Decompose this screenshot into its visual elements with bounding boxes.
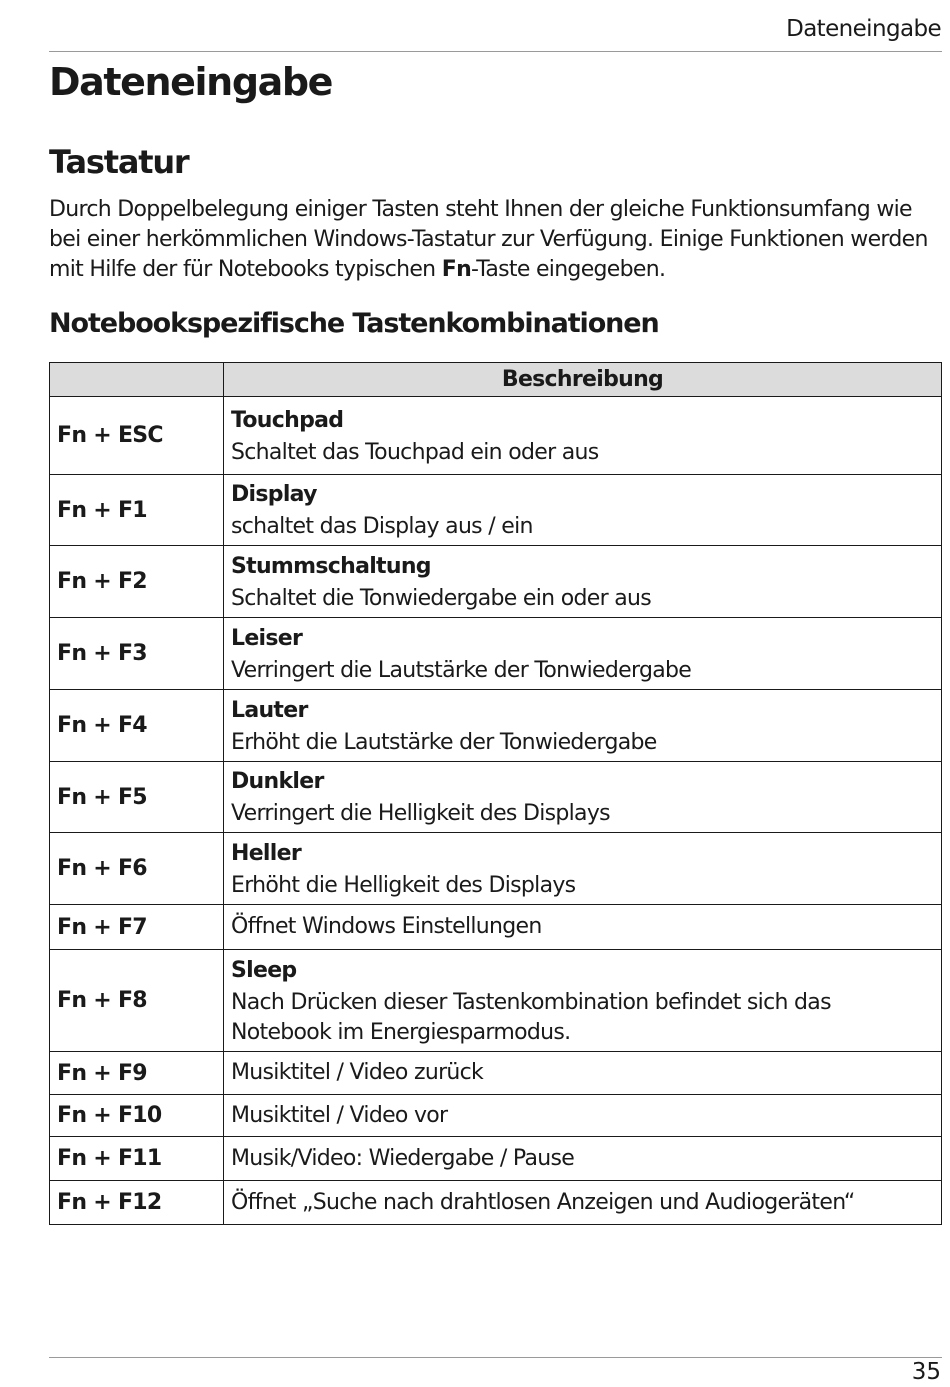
table-row [50, 475, 942, 546]
table-row [50, 618, 942, 690]
key-combination: Fn + F5 [50, 762, 224, 833]
key-combination-table [49, 362, 942, 1225]
table-row [50, 833, 942, 905]
description-title: Heller [231, 840, 301, 866]
table-row [50, 762, 942, 833]
key-combination: Fn + F1 [50, 475, 224, 546]
table-body [50, 397, 942, 1225]
table-row [50, 1095, 942, 1137]
description-title: Leiser [231, 625, 303, 651]
key-combination: Fn + F4 [50, 690, 224, 762]
key-combination: Fn + F10 [50, 1095, 224, 1137]
key-description [224, 1095, 942, 1137]
description-text: Verringert die Lautstärke der Tonwiedergabe [231, 657, 692, 683]
description-title: Display [231, 482, 317, 507]
key-description [224, 1137, 942, 1181]
key-description [224, 950, 942, 1052]
page-number: 35 [911, 1359, 941, 1385]
table-header-row [50, 363, 942, 397]
key-description [224, 618, 942, 690]
key-combination: Fn + F6 [50, 833, 224, 905]
key-combination: Fn + F11 [50, 1137, 224, 1181]
description-title: Stummschaltung [231, 553, 431, 579]
key-combination: Fn + F8 [50, 950, 224, 1052]
key-description [224, 762, 942, 833]
running-header: Dateneingabe [786, 16, 941, 42]
key-description [224, 833, 942, 905]
key-combination: Fn + F3 [50, 618, 224, 690]
key-description [224, 397, 942, 475]
table-row [50, 950, 942, 1052]
header-key-column [50, 363, 224, 397]
intro-fn-key: Fn [441, 257, 472, 282]
subsection-title: Notebookspezifische Tastenkombinationen [49, 308, 659, 339]
key-combination: Fn + ESC [50, 397, 224, 475]
description-text: Öffnet Windows Einstellungen [231, 914, 542, 939]
key-combination: Fn + F7 [50, 905, 224, 950]
table-row [50, 1137, 942, 1181]
key-description [224, 1052, 942, 1095]
description-text: Musik/Video: Wiedergabe / Pause [231, 1145, 575, 1171]
key-combination: Fn + F9 [50, 1052, 224, 1095]
description-text: Schaltet das Touchpad ein oder aus [231, 439, 599, 465]
intro-text-before: Durch Doppelbelegung einiger Tasten steht Ihnen der gleiche Funktionsumfang wie bei einer herkömmlichen Windows-Tastatur zur Verfügung. Einige Funktionen werden mit Hilfe der für Notebooks typischen [49, 197, 928, 282]
key-combination: Fn + F12 [50, 1181, 224, 1225]
description-text: Verringert die Helligkeit des Displays [231, 801, 610, 826]
table-row [50, 1052, 942, 1095]
description-title: Dunkler [231, 769, 324, 794]
table-row [50, 1181, 942, 1225]
description-text: schaltet das Display aus / ein [231, 514, 533, 539]
table-row [50, 397, 942, 475]
description-text: Nach Drücken dieser Tastenkombination befindet sich das Notebook im Energiesparmodus. [231, 989, 831, 1045]
key-description [224, 905, 942, 950]
key-description [224, 1181, 942, 1225]
description-title: Lauter [231, 697, 308, 723]
table-row [50, 690, 942, 762]
footer-rule [49, 1357, 942, 1358]
header-description-column: Beschreibung [224, 363, 942, 397]
key-description [224, 546, 942, 618]
key-description [224, 690, 942, 762]
description-text: Erhöht die Helligkeit des Displays [231, 872, 576, 898]
key-description [224, 475, 942, 546]
description-text: Erhöht die Lautstärke der Tonwiedergabe [231, 729, 657, 755]
intro-text-after: -Taste eingegeben. [471, 257, 666, 282]
intro-paragraph [49, 195, 939, 285]
table-row [50, 546, 942, 618]
header-rule [49, 51, 942, 52]
page-title: Dateneingabe [49, 60, 333, 104]
description-title: Sleep [231, 957, 297, 983]
section-title: Tastatur [49, 143, 189, 181]
key-combination: Fn + F2 [50, 546, 224, 618]
table-row [50, 905, 942, 950]
description-text: Musiktitel / Video vor [231, 1102, 448, 1128]
description-text: Musiktitel / Video zurück [231, 1060, 484, 1085]
description-text: Schaltet die Tonwiedergabe ein oder aus [231, 585, 651, 611]
description-title: Touchpad [231, 407, 344, 433]
description-text: Öffnet „Suche nach drahtlosen Anzeigen und Audiogeräten“ [231, 1189, 855, 1215]
